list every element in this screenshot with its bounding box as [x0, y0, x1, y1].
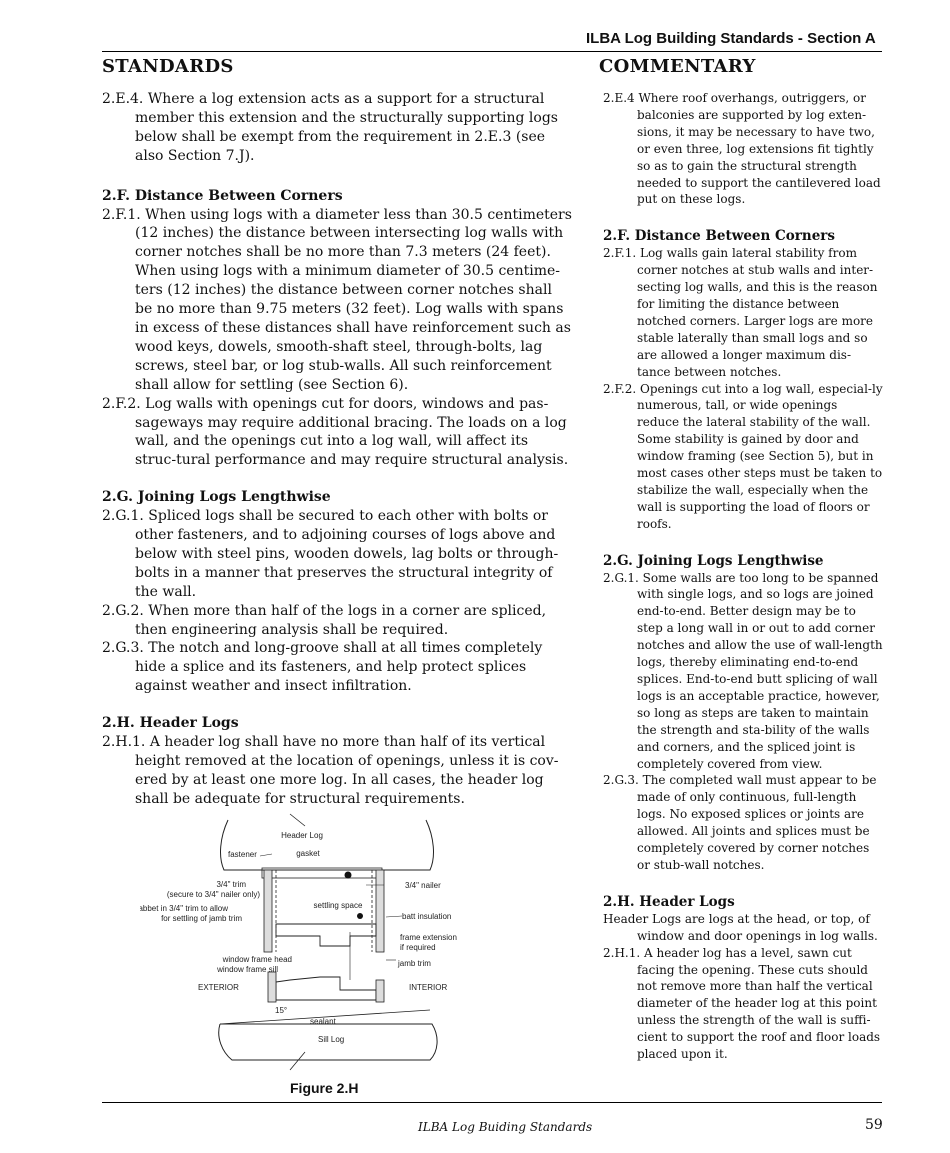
standards-column-title: STANDARDS — [102, 56, 234, 77]
label-angle: 15° — [275, 1006, 288, 1015]
standards-column — [102, 90, 572, 809]
exterior-jamb — [264, 870, 272, 952]
commentary-2f2: 2.F.2. Openings cut into a log wall, especial-ly numerous, tall, or wide openings reduce the lateral stability of the wall. Some stability is gained by door and window framing (see Section 5), but in most cases other steps must be taken to stabilize the wall, especially when the wall is supporting the load of floors or roofs. — [603, 381, 883, 531]
commentary-2f1: 2.F.1. Log walls gain lateral stability from corner notches at stub walls and inter-secting log walls, and this is the reason for limiting the distance between notched corners. Larger logs are more stable laterally than small logs and so are allowed a longer maximum dis-tance between notches. — [603, 246, 878, 379]
window-frame-head — [276, 924, 376, 946]
label-sealant: sealant — [310, 1017, 336, 1026]
standard-2h1: 2.H.1. A header log shall have no more than half of its vertical height removed at the location of openings, unless it is cov-ered by at least one more log. In all cases, the header log shall be adequate for structural requirements. — [102, 734, 559, 807]
fastener-dot-top — [345, 872, 352, 879]
commentary-2g1: 2.G.1. Some walls are too long to be spanned with single logs, and so logs are joined end-to-end. Better design may be to step a long wall in or out to add corner notches and allow the use of wall-length logs, thereby eliminating end-to-end splices. End-to-end butt splicing of wall logs is an acceptable practice, however, so long as steps are taken to maintain the strength and sta-bility of the walls and corners, and the spliced joint is completely covered from view. — [603, 570, 883, 771]
label-exterior: EXTERIOR — [198, 983, 239, 992]
label-batt-insulation: batt insulation — [402, 912, 452, 921]
label-gasket: gasket — [296, 849, 320, 858]
label-header-log: Header Log — [281, 831, 323, 840]
label-settling-space: settling space — [313, 901, 363, 910]
label-fastener: fastener — [228, 850, 257, 859]
label-trim-34: 3/4" trim — [216, 880, 246, 889]
commentary-2h1: 2.H.1. A header log has a level, sawn cut facing the opening. These cuts should not remove more than half the vertical diameter of the header log at this point unless the strength of the wall is suffi-cient to support the roof and floor loads placed upon it. — [603, 945, 881, 1062]
standard-2g2: 2.G.2. When more than half of the logs in a corner are spliced, then engineering analysis shall be required. — [102, 602, 547, 638]
footer-rule — [102, 1102, 882, 1103]
footer-title: ILBA Log Buiding Standards — [418, 1120, 593, 1134]
commentary-heading-2g: 2.G. Joining Logs Lengthwise — [603, 552, 824, 569]
interior-jamb — [376, 870, 384, 952]
figure-caption: Figure 2.H — [290, 1080, 359, 1096]
commentary-2h-intro: Header Logs are logs at the head, or top, of window and door openings in log walls. — [603, 911, 878, 943]
header-rule — [102, 51, 882, 52]
commentary-heading-2h: 2.H. Header Logs — [603, 893, 735, 910]
standard-heading-2g: 2.G. Joining Logs Lengthwise — [102, 489, 331, 506]
standard-heading-2h: 2.H. Header Logs — [102, 715, 239, 732]
label-rabbet-2: for settling of jamb trim — [161, 914, 242, 923]
standard-2g1: 2.G.1. Spliced logs shall be secured to each other with bolts or other fasteners, and to adjoining courses of logs above and below with steel pins, wooden dowels, lag bolts or through-bolts in a manner that preserves the structural integrity of the wall. — [102, 508, 559, 600]
standard-2g3: 2.G.3. The notch and long-groove shall at all times completely hide a splice and its fasteners, and help protect splices against weather and insect infiltration. — [102, 640, 543, 695]
standard-2f1: 2.F.1. When using logs with a diameter less than 30.5 centimeters (12 inches) the distance between intersecting log walls with corner notches shall be no more than 7.3 meters (24 feet). When using logs with a minimum diameter of 30.5 centime-ters (12 inches) the distance between corner notches shall be no more than 9.75 meters (32 feet). Log walls with spans in excess of these distances shall have reinforcement such as wood keys, dowels, smooth-shaft steel, through-bolts, lag screws, steel bar, or log stub-walls. All such reinforcement shall allow for settling (see Section 6). — [102, 206, 572, 393]
commentary-2e4: 2.E.4 Where roof overhangs, outriggers, or balconies are supported by log exten-sions, it may be necessary to have two, or even three, log extensions fit tightly so as to gain the structural strength needed to support the cantilevered load put on these logs. — [603, 91, 881, 207]
label-window-frame-head: window frame head — [222, 955, 292, 964]
label-jamb-trim: jamb trim — [398, 959, 431, 968]
label-rabbet-1: rabbet in 3/4" trim to allow — [140, 904, 228, 913]
fastener-dot-mid — [357, 913, 363, 919]
commentary-column — [603, 90, 883, 1063]
label-window-frame-sill: window frame sill — [217, 965, 278, 974]
running-header: ILBA Log Building Standards - Section A — [586, 30, 876, 47]
header-log-outline — [221, 820, 434, 870]
commentary-2g3: 2.G.3. The completed wall must appear to be made of only continuous, full-length logs. No exposed splices or joints are allowed. All joints and splices must be completely covered by corner notches or stub-wall notches. — [603, 773, 877, 872]
commentary-column-title: COMMENTARY — [599, 56, 756, 77]
label-trim-34-note: (secure to 3/4" nailer only) — [166, 890, 260, 899]
standard-2f2: 2.F.2. Log walls with openings cut for doors, windows and pas-sageways may require additional bracing. The loads on a log wall, and the openings cut into a log wall, will affect its struc-tural performance and may require structural analysis. — [102, 395, 569, 469]
label-frame-extension: frame extension — [400, 933, 457, 942]
window-frame-sill — [276, 977, 376, 1000]
label-interior: INTERIOR — [409, 983, 448, 992]
label-frame-extension-note: if required — [400, 943, 436, 952]
standard-2e4: 2.E.4. Where a log extension acts as a support for a structural member this extension and the structurally supporting logs below shall be exempt from the requirement in 2.E.3 (see also Section 7.J). — [102, 91, 558, 164]
commentary-heading-2f: 2.F. Distance Between Corners — [603, 228, 835, 245]
label-nailer: 3/4" nailer — [405, 881, 441, 890]
figure-2h-diagram — [140, 812, 470, 1072]
page-number: 59 — [865, 1117, 883, 1133]
standard-heading-2f: 2.F. Distance Between Corners — [102, 187, 343, 204]
label-sill-log: Sill Log — [318, 1035, 345, 1044]
